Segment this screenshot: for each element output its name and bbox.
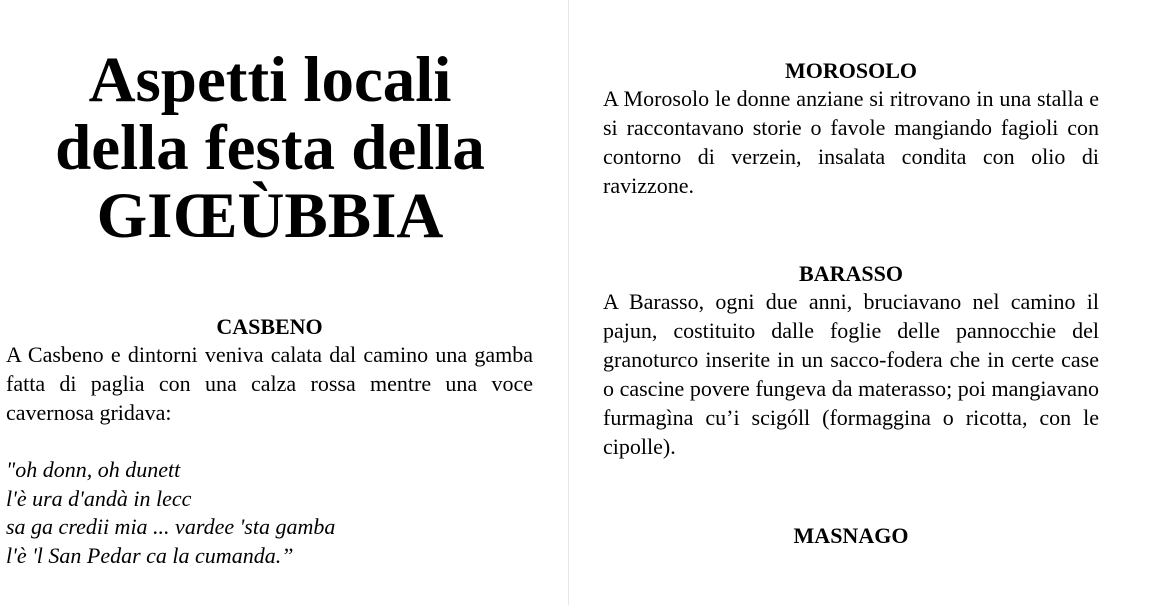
section-masnago	[603, 523, 1099, 549]
section-casbeno	[6, 314, 533, 570]
title-line-2: della festa della	[55, 111, 485, 184]
section-heading-masnago: MASNAGO	[793, 523, 909, 548]
page-title	[0, 43, 540, 252]
title-line-1: Aspetti locali	[88, 43, 452, 116]
section-body-morosolo: A Morosolo le donne anziane si ritrovano in una stalla e si raccontavano storie o favole mangiando fagioli con contorno di verzein, insalata condita con olio di ravizzone.	[603, 86, 1099, 198]
left-page	[0, 0, 568, 605]
section-barasso	[603, 261, 1099, 461]
poem-line: l'è 'l San Pedar ca la cumanda.”	[6, 542, 294, 568]
title-line-3: GIŒÙBBIA	[96, 179, 444, 252]
poem-line: l'è ura d'andà in lecc	[6, 485, 192, 511]
poem-casbeno	[6, 456, 533, 570]
right-page	[569, 0, 1153, 605]
section-heading-morosolo: MOROSOLO	[784, 58, 917, 83]
poem-line: sa ga credii mia ... vardee 'sta gamba	[6, 514, 336, 539]
section-heading-barasso: BARASSO	[799, 261, 903, 286]
poem-line: "oh donn, oh dunett	[6, 457, 181, 482]
section-morosolo	[603, 58, 1099, 200]
section-body-casbeno: A Casbeno e dintorni veniva calata dal camino una gamba fatta di paglia con una calza rossa mentre una voce cavernosa gridava:	[6, 342, 533, 425]
section-body-barasso: A Barasso, ogni due anni, bruciavano nel camino il pajun, costituito dalle foglie delle pannocchie del granoturco inserite in un sacco-fodera che in certe case o cascine povere fungeva da materasso; poi mangiavano furmagìna cu’i scigóll (formaggina o ricotta, con le cipolle).	[603, 289, 1099, 459]
section-heading-casbeno: CASBENO	[216, 314, 323, 339]
